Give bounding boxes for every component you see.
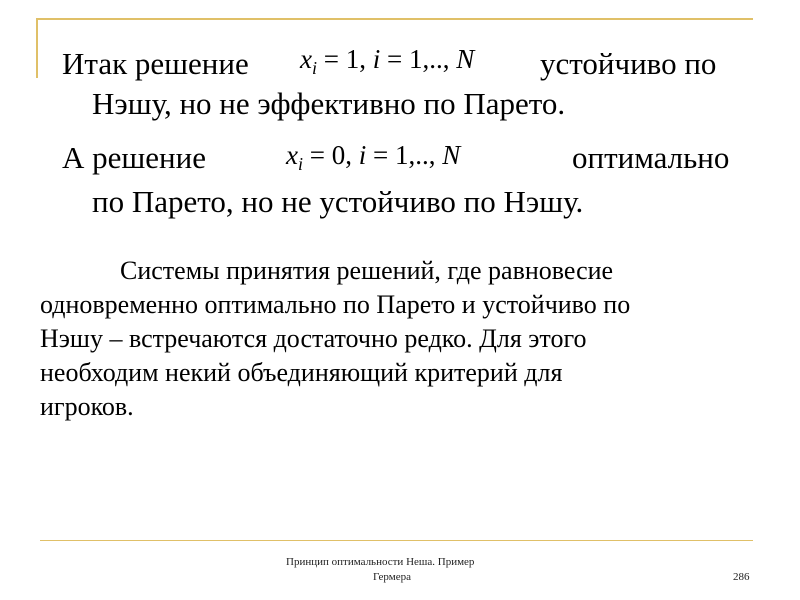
statement2-line2: по Парето, но не устойчиво по Нэшу.: [92, 184, 584, 219]
paragraph-line-5: игроков.: [40, 392, 134, 421]
paragraph-line-4: необходим некий объединяющий критерий для: [40, 358, 563, 387]
statement1-line2: Нэшу, но не эффективно по Парето.: [92, 86, 566, 121]
formula-sub-i: i: [297, 154, 303, 174]
formula-var-i: i: [358, 140, 367, 170]
formula-rest2: = 1,..,: [366, 140, 443, 170]
page-number: 286: [733, 571, 750, 583]
footer-title-line2: Гермера: [373, 571, 411, 583]
formula-rest: = 0,: [303, 140, 359, 170]
statement2-formula: [286, 140, 460, 179]
formula-rest2: = 1,..,: [380, 44, 457, 74]
formula-var-i: i: [372, 44, 381, 74]
statement1-suffix: устойчиво по: [540, 46, 717, 81]
left-decorative-rule: [36, 18, 38, 78]
statement2-suffix: оптимально: [572, 140, 730, 175]
formula-var-n: N: [456, 44, 475, 74]
top-decorative-rule: [36, 18, 753, 20]
paragraph-line-3: Нэшу – встречаются достаточно редко. Для этого: [40, 324, 587, 353]
paragraph-line-1: Системы принятия решений, где равновесие: [120, 256, 614, 285]
footer-title-line1: Принцип оптимальности Неша. Пример: [286, 556, 475, 568]
formula-var-x: x: [300, 44, 312, 74]
formula-sub-i: i: [311, 58, 317, 78]
footer-rule: [40, 540, 753, 541]
paragraph-line-2: одновременно оптимально по Парето и устойчиво по: [40, 290, 631, 319]
formula-rest: = 1,: [317, 44, 373, 74]
formula-var-x: x: [286, 140, 298, 170]
statement1-prefix: Итак решение: [62, 46, 249, 81]
statement2-prefix: А решение: [62, 140, 206, 175]
statement1-formula: [300, 44, 474, 83]
formula-var-n: N: [442, 140, 461, 170]
